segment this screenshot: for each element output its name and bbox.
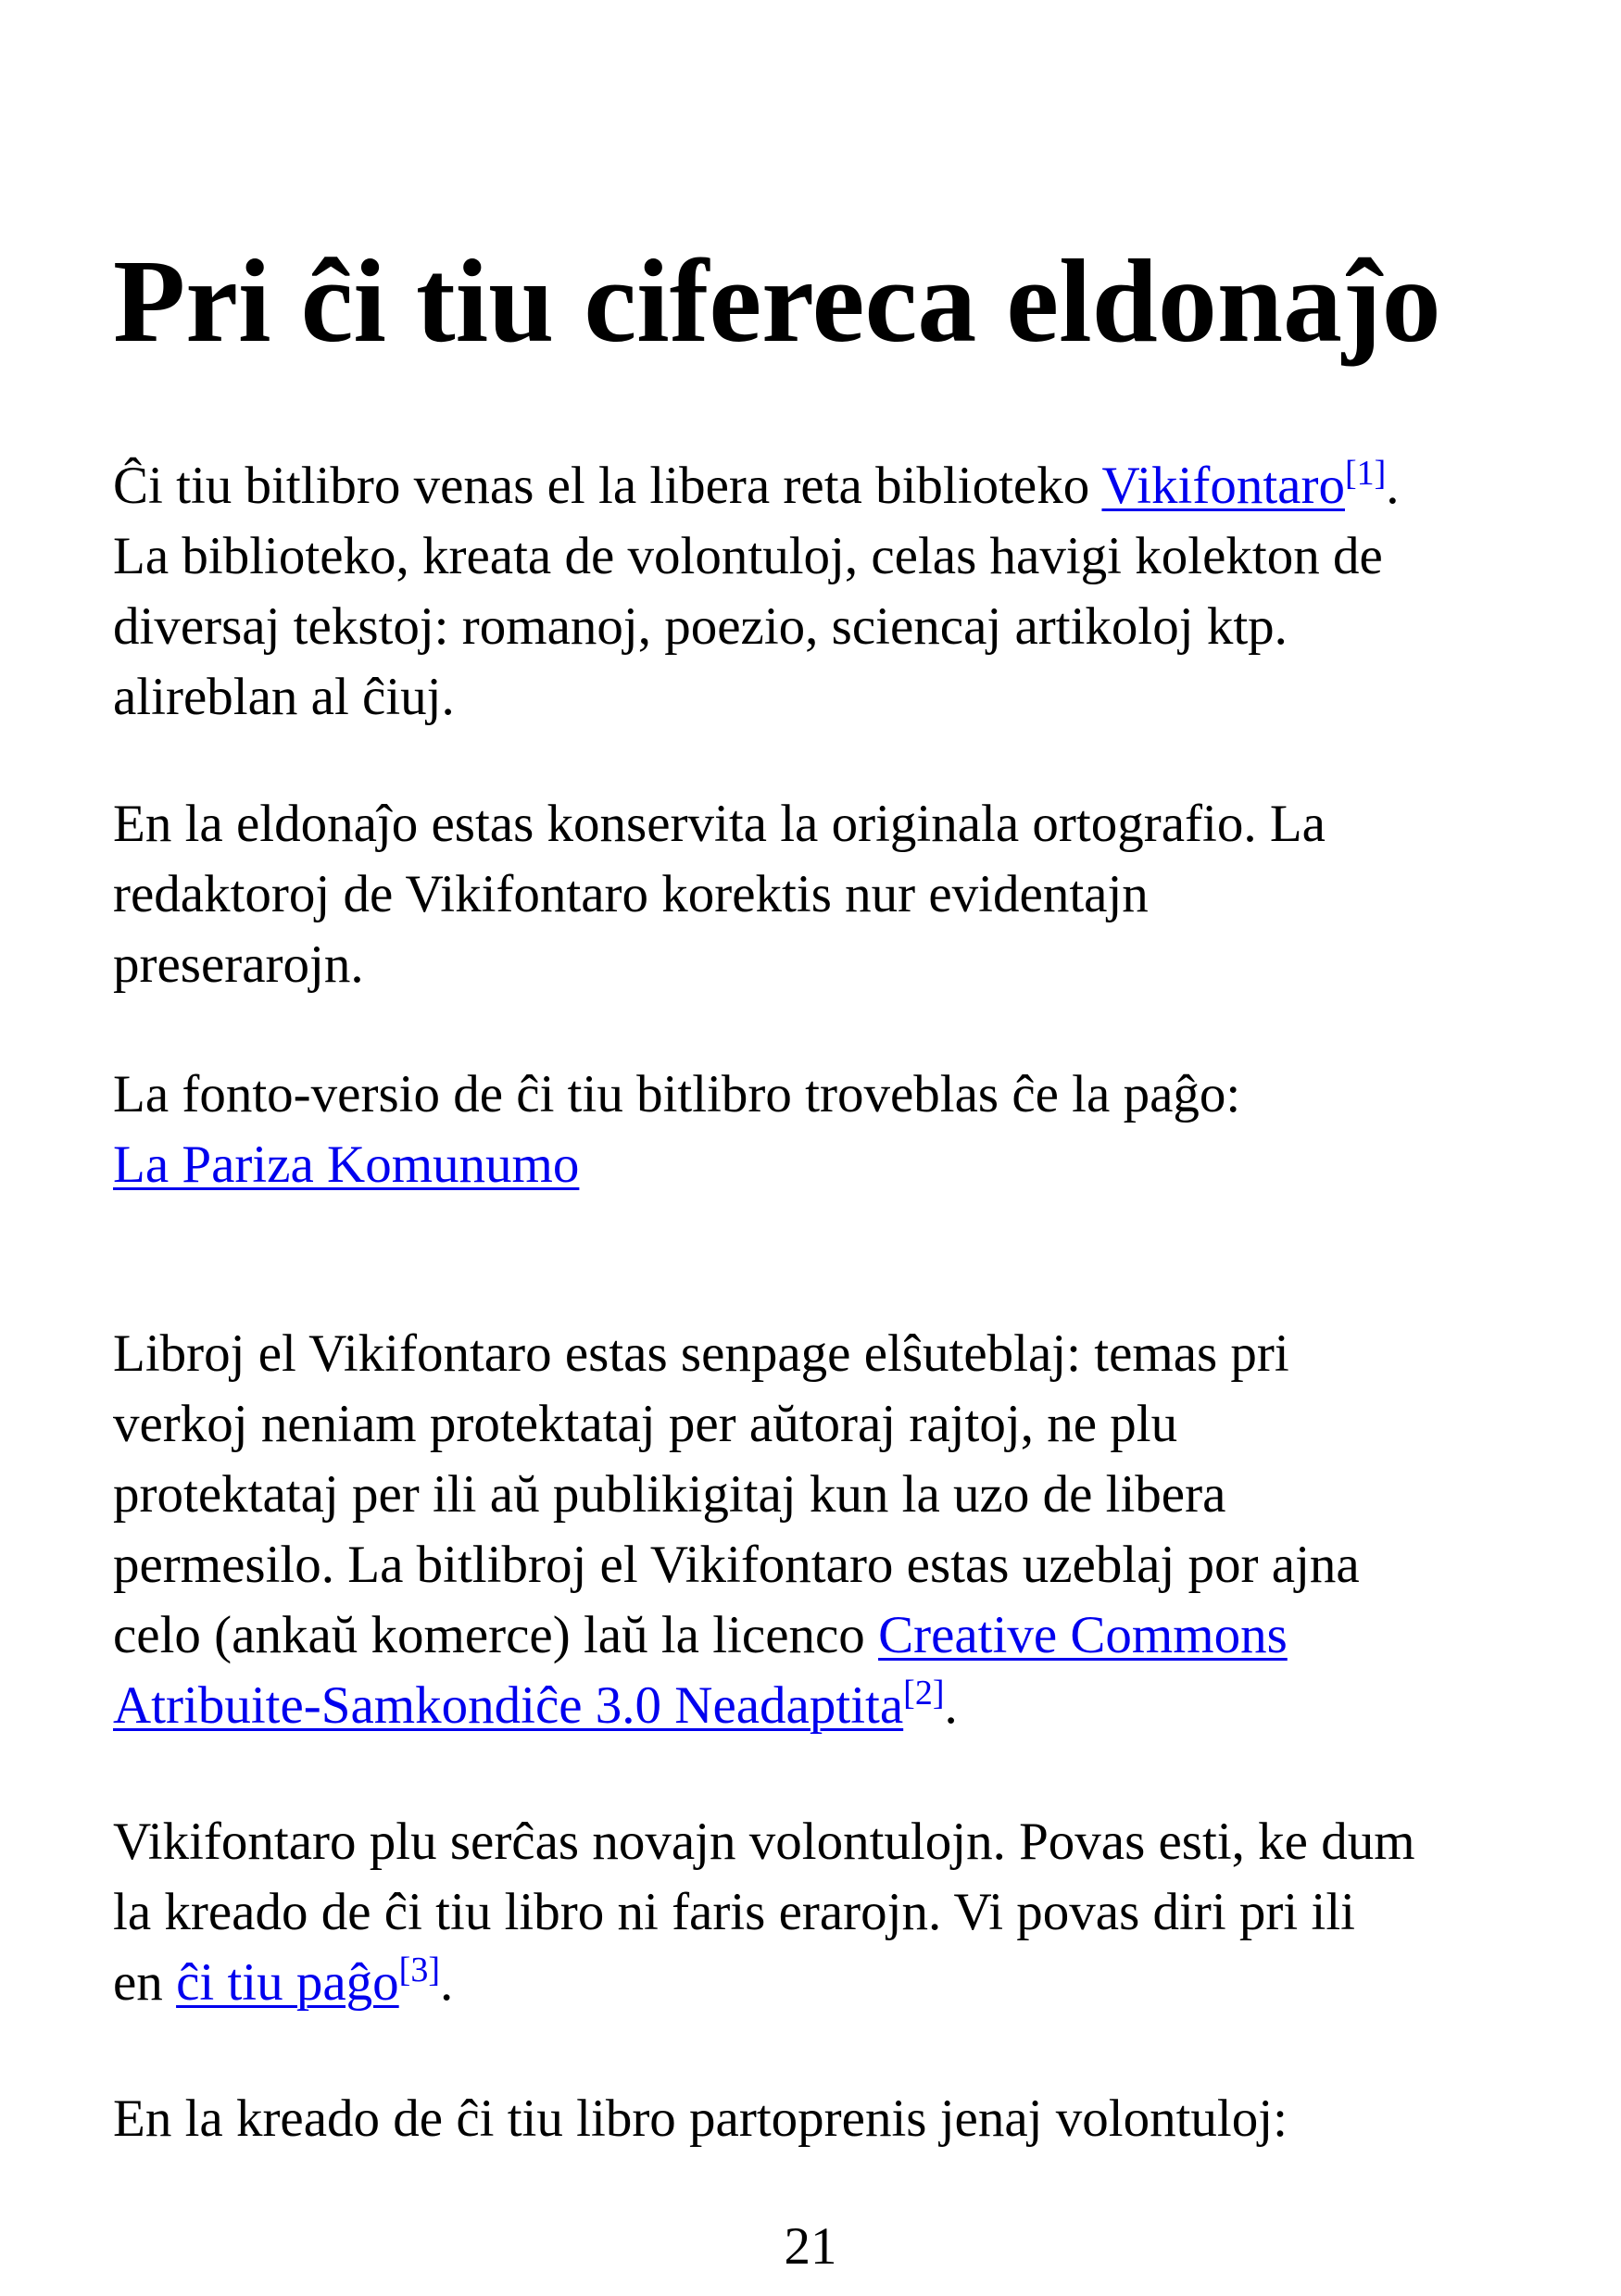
footnote-ref-2[interactable] <box>903 1674 944 1713</box>
text-line: redaktoroj de Vikifontaro korektis nur evidentajn <box>113 865 1149 923</box>
report-page-link[interactable]: ĉi tiu paĝo <box>176 1953 399 2012</box>
text-span: . <box>944 1676 958 1735</box>
text-line <box>113 1130 1521 1200</box>
source-page-link[interactable]: La Pariza Komunumo <box>113 1135 580 1194</box>
text-line: alireblan al ĉiuj. <box>113 668 455 726</box>
footnote-link-1[interactable]: [1] <box>1344 454 1387 493</box>
text-span: . <box>1386 457 1400 515</box>
text-line: La fonto-versio de ĉi tiu bitlibro troveblas ĉe la paĝo: <box>113 1065 1241 1123</box>
text-line: diversaj tekstoj: romanoj, poezio, sciencaj artikoloj ktp. <box>113 597 1288 656</box>
license-link[interactable]: Creative Commons <box>878 1606 1288 1664</box>
text-line <box>113 1600 1521 1671</box>
text-line: la kreado de ĉi tiu libro ni faris erarojn. Vi povas diri pri ili <box>113 1883 1356 1941</box>
text-line: protektataj per ili aŭ publikigitaj kun la uzo de libera <box>113 1465 1226 1524</box>
text-line <box>113 1671 1521 1741</box>
text-span: en <box>113 1953 177 2012</box>
paragraph-license <box>113 1319 1521 1741</box>
text-line: La biblioteko, kreata de volontuloj, celas havigi kolekton de <box>113 527 1383 585</box>
text-line <box>113 1948 1521 2018</box>
paragraph-contributors <box>113 2084 1521 2154</box>
text-line: En la kreado de ĉi tiu libro partoprenis jenaj volontuloj: <box>113 2089 1288 2148</box>
text-span: Ĉi tiu bitlibro venas el la libera reta biblioteko <box>113 457 1102 515</box>
footnote-link-3[interactable]: [3] <box>398 1951 440 1989</box>
text-line: permesilo. La bitlibroj el Vikifontaro estas uzeblaj por ajna <box>113 1536 1360 1594</box>
paragraph-intro <box>113 451 1521 733</box>
text-line <box>113 451 1521 521</box>
paragraph-volunteers-call <box>113 1807 1521 2018</box>
text-span: celo (ankaŭ komerce) laŭ la licenco <box>113 1606 879 1664</box>
footnote-ref-3[interactable] <box>399 1951 440 1989</box>
text-line: verkoj neniam protektataj per aŭtoraj rajtoj, ne plu <box>113 1395 1178 1453</box>
text-line: Vikifontaro plu serĉas novajn volontulojn. Povas esti, ke dum <box>113 1813 1415 1871</box>
text-line: Libroj el Vikifontaro estas senpage elŝuteblaj: temas pri <box>113 1324 1289 1383</box>
vikifontaro-link[interactable]: Vikifontaro <box>1101 457 1345 515</box>
paragraph-orthography <box>113 789 1521 1000</box>
paragraph-source <box>113 1060 1521 1200</box>
text-span: . <box>439 1953 454 2012</box>
text-line: En la eldonaĵo estas konservita la originala ortografio. La <box>113 795 1326 853</box>
footnote-ref-1[interactable] <box>1345 454 1386 493</box>
license-link-continued[interactable]: Atribuite-Samkondiĉe 3.0 Neadaptita <box>113 1676 904 1735</box>
text-line: preserarojn. <box>113 935 364 994</box>
footnote-link-2[interactable]: [2] <box>903 1674 945 1713</box>
page-number: 21 <box>784 2217 837 2276</box>
page-title: Pri ĉi tiu cifereca eldonaĵo <box>113 235 1441 367</box>
